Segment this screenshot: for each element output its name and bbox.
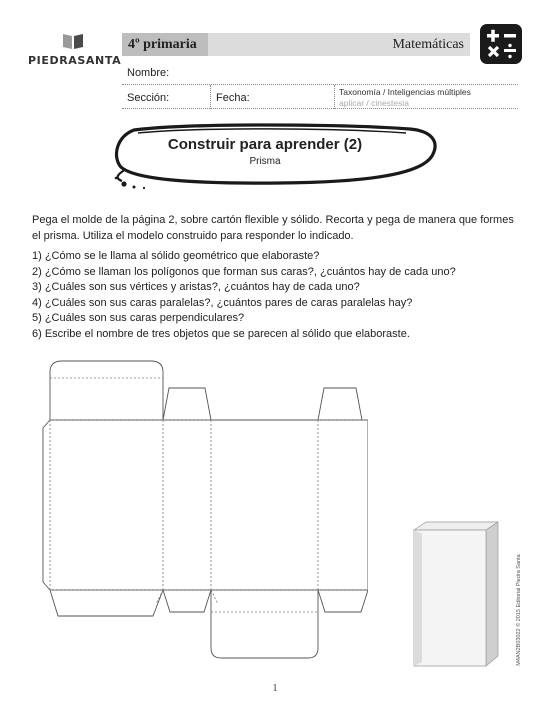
question-item: 3) ¿Cuáles son sus vértices y aristas?, ¿cuántos hay de cada uno?	[32, 281, 360, 294]
taxonomy-sub-label: aplicar / cinestesia	[339, 98, 409, 108]
question-item: 6) Escribe el nombre de tres objetos que se parecen al sólido que elaboraste.	[32, 327, 410, 340]
instructions: Pega el molde de la página 2, sobre cartón flexible y sólido. Recorta y pega de manera que formes el prisma. Utiliza el modelo construido para responder lo indicado.	[32, 214, 514, 242]
question-item: 1) ¿Cómo se le llama al sólido geométrico que elaboraste?	[32, 250, 320, 262]
question-item: 2) ¿Cómo se llaman los polígonos que forman sus caras?, ¿cuántos hay de cada uno?	[32, 265, 456, 278]
page-number: 1	[272, 683, 278, 694]
date-label: Fecha:	[216, 92, 250, 104]
taxonomy-label: Taxonomía / Inteligencias múltiples	[339, 87, 471, 97]
page-subtitle: Prisma	[249, 156, 281, 167]
name-label: Nombre:	[127, 67, 170, 79]
section-label: Sección:	[127, 92, 170, 104]
grade-label: 4º primaria	[122, 33, 208, 56]
divider	[334, 85, 335, 109]
math-operations-icon	[480, 24, 522, 64]
title-frame	[110, 122, 450, 192]
prism-net-diagram	[38, 358, 368, 668]
brand-name: PIEDRASANTA	[28, 54, 122, 67]
question-item: 4) ¿Cuáles son sus caras paralelas?, ¿cuántos pares de caras paralelas hay?	[32, 296, 413, 309]
book-icon	[62, 32, 84, 50]
publisher-logo	[28, 32, 120, 72]
name-row	[122, 63, 518, 85]
subject-label: Matemáticas	[392, 37, 464, 52]
prism-box-illustration	[408, 520, 500, 670]
grade-subject-bar	[122, 33, 470, 56]
page-title: Construir para aprender (2)	[167, 136, 363, 153]
copyright-code: M4AN2B03022 © 2015 Editorial Piedra Santa	[516, 554, 522, 666]
question-item: 5) ¿Cuáles son sus caras perpendiculares?	[32, 312, 245, 325]
divider	[210, 85, 211, 109]
question-list	[32, 249, 520, 343]
